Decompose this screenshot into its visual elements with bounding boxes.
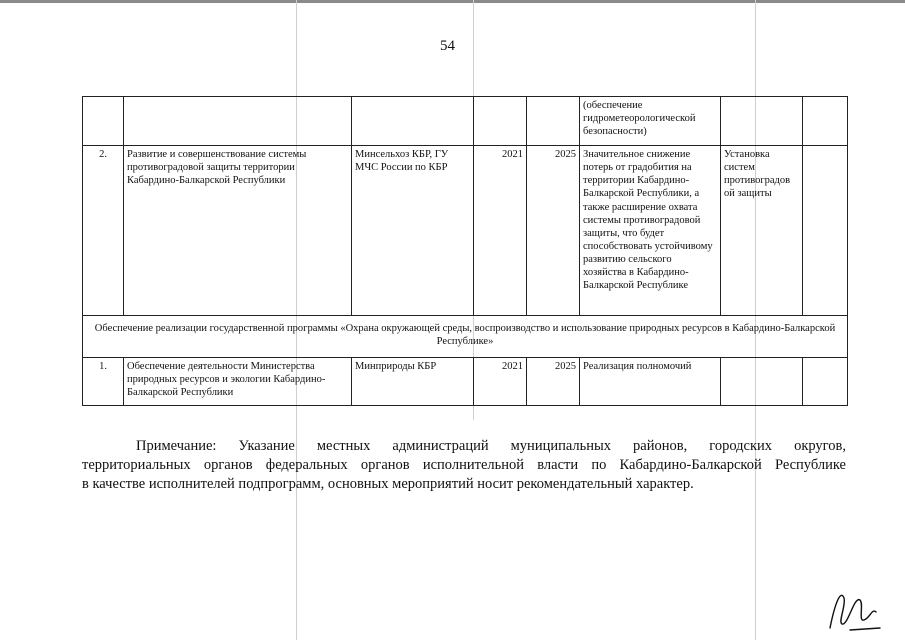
cell-end-year [527,97,580,146]
cell-num: 1. [83,358,124,406]
note-line-1: Примечание: Указание местных администраций муниципальных районов, городских округов, [136,438,846,454]
note-line-2: территориальных органов федеральных органов исполнительной власти по Кабардино-Балкарской Республике [82,456,846,473]
cell-executor: Минсельхоз КБР, ГУ МЧС России по КБР [352,146,474,316]
cell-extra [803,358,848,406]
cell-indicator [721,358,803,406]
cell-name [124,97,352,146]
cell-indicator: Установка систем противоградов ой защиты [721,146,803,316]
cell-end-year: 2025 [527,358,580,406]
cell-start-year: 2021 [474,358,527,406]
cell-name: Развитие и совершенствование системы противоградовой защиты территории Кабардино-Балкарской Республики [124,146,352,316]
cell-num: 2. [83,146,124,316]
cell-end-year: 2025 [527,146,580,316]
cell-name: Обеспечение деятельности Министерства природных ресурсов и экологии Кабардино-Балкарской Республики [124,358,352,406]
table-row [83,97,848,146]
table-row [83,146,848,316]
cell-extra [803,97,848,146]
cell-result: Реализация полномочий [580,358,721,406]
note-line-3: в качестве исполнителей подпрограмм, основных мероприятий носит рекомендательный характер. [82,475,694,492]
cell-result: (обеспечение гидрометеорологической безопасности) [580,97,721,146]
cell-num [83,97,124,146]
cell-result: Значительное снижение потерь от градобития на территории Кабардино-Балкарской Республики, а также расширение охвата системы противоградовой защиты, что будет способствовать устойчивому развитию сельского хозяйства в Кабардино-Балкарской Республике [580,146,721,316]
cell-start-year: 2021 [474,146,527,316]
top-border [0,0,905,3]
page-number: 54 [440,38,455,54]
note [82,437,846,494]
cell-indicator [721,97,803,146]
cell-executor: Минприроды КБР [352,358,474,406]
cell-executor [352,97,474,146]
section-header-row [83,316,848,358]
program-table [82,96,848,406]
signature-mark [820,578,890,634]
table-row [83,358,848,406]
section-title: Обеспечение реализации государственной программы «Охрана окружающей среды, воспроизводство и использование природных ресурсов в Кабардино-Балкарской Республике» [83,316,848,358]
cell-start-year [474,97,527,146]
cell-extra [803,146,848,316]
